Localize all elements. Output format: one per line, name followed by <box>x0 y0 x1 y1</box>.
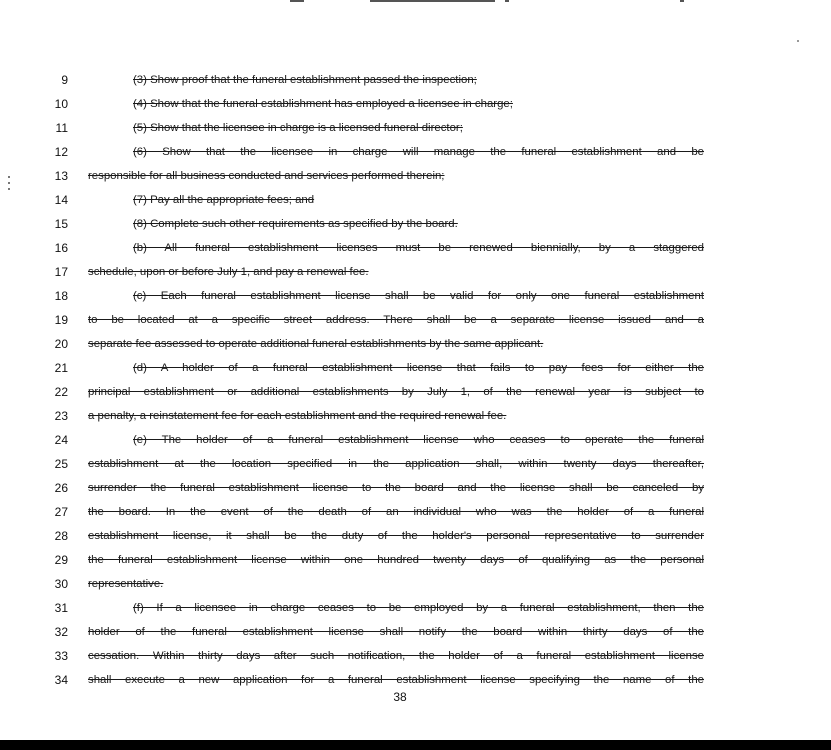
line-text: a penalty, a reinstatement fee for each establishment and the required renewal fee. <box>88 410 507 422</box>
document-line <box>0 548 831 572</box>
document-line <box>0 356 831 380</box>
line-number: 17 <box>54 265 68 279</box>
document-line <box>0 92 831 116</box>
line-text: (6) Show that the licensee in charge will manage the funeral establishment and be <box>133 146 704 158</box>
document-line <box>0 572 831 596</box>
line-number: 20 <box>54 337 68 351</box>
document-line <box>0 380 831 404</box>
document-line <box>0 452 831 476</box>
document-line <box>0 308 831 332</box>
document-line <box>0 284 831 308</box>
line-number: 11 <box>55 121 68 135</box>
line-text: (5) Show that the licensee in charge is a licensed funeral director; <box>133 122 463 134</box>
document-line <box>0 68 831 92</box>
document-line <box>0 236 831 260</box>
document-line <box>0 620 831 644</box>
line-number: 23 <box>54 409 68 423</box>
line-number: 16 <box>54 241 68 255</box>
line-text: (8) Complete such other requirements as specified by the board. <box>133 218 458 230</box>
line-number: 29 <box>54 553 68 567</box>
line-text: to be located at a specific street address. There shall be a separate license issued and a <box>88 314 704 326</box>
line-text: cessation. Within thirty days after such notification, the holder of a funeral establishment license <box>88 650 704 662</box>
line-text: shall execute a new application for a funeral establishment license specifying the name of the <box>88 674 704 686</box>
line-number: 30 <box>54 577 68 591</box>
document-line <box>0 332 831 356</box>
line-number: 34 <box>54 673 68 687</box>
line-number: 21 <box>54 361 68 375</box>
document-line <box>0 188 831 212</box>
line-text: (7) Pay all the appropriate fees; and <box>133 194 315 206</box>
document-line <box>0 404 831 428</box>
line-text: principal establishment or additional establishments by July 1, of the renewal year is subject to <box>88 386 704 398</box>
document-line <box>0 260 831 284</box>
line-number: 28 <box>54 529 68 543</box>
line-number: 33 <box>54 649 68 663</box>
line-number: 32 <box>54 625 68 639</box>
line-text: (4) Show that the funeral establishment has employed a licensee in charge; <box>133 98 513 110</box>
line-number: 25 <box>54 457 68 471</box>
line-number: 19 <box>54 313 68 327</box>
line-text: representative. <box>88 578 164 590</box>
line-text: the board. In the event of the death of an individual who was the holder of a funeral <box>88 506 704 518</box>
line-number: 18 <box>54 289 68 303</box>
line-number: 10 <box>54 97 68 111</box>
line-number: 31 <box>54 601 68 615</box>
line-number: 24 <box>54 433 68 447</box>
line-number: 27 <box>54 505 68 519</box>
line-text: holder of the funeral establishment license shall notify the board within thirty days of the <box>88 626 704 638</box>
line-number: 13 <box>54 169 68 183</box>
line-number: 9 <box>61 73 68 87</box>
line-text: establishment license, it shall be the duty of the holder's personal representative to surrender <box>88 530 704 542</box>
top-scan-marks <box>0 0 831 8</box>
document-line <box>0 500 831 524</box>
document-line <box>0 476 831 500</box>
document-line <box>0 116 831 140</box>
line-number: 12 <box>54 145 68 159</box>
scan-speck <box>797 40 799 42</box>
line-text: establishment at the location specified in the application shall, within twenty days thereafter, <box>88 458 704 470</box>
line-text: (3) Show proof that the funeral establishment passed the inspection; <box>133 74 477 86</box>
line-text: separate fee assessed to operate additional funeral establishments by the same applicant. <box>88 338 544 350</box>
page-number: 38 <box>393 690 407 704</box>
line-number: 22 <box>54 385 68 399</box>
line-text: schedule, upon or before July 1, and pay a renewal fee. <box>88 266 369 278</box>
line-text: responsible for all business conducted and services performed therein; <box>88 170 445 182</box>
line-text: (b) All funeral establishment licenses must be renewed biennially, by a staggered <box>133 242 704 254</box>
scan-border-bottom <box>0 740 831 750</box>
line-text: (c) Each funeral establishment license shall be valid for only one funeral establishment <box>133 290 704 302</box>
document-line <box>0 428 831 452</box>
line-number: 14 <box>54 193 68 207</box>
document-line <box>0 140 831 164</box>
line-number: 26 <box>54 481 68 495</box>
line-text: surrender the funeral establishment license to the board and the license shall be canceled by <box>88 482 704 494</box>
line-text: (f) If a licensee in charge ceases to be employed by a funeral establishment, then the <box>133 602 704 614</box>
line-number: 15 <box>54 217 68 231</box>
document-line <box>0 668 831 692</box>
document-line <box>0 644 831 668</box>
line-text: (e) The holder of a funeral establishment license who ceases to operate the funeral <box>133 434 704 446</box>
document-line <box>0 164 831 188</box>
line-text: (d) A holder of a funeral establishment license that fails to pay fees for either the <box>133 362 704 374</box>
document-line <box>0 524 831 548</box>
document-line <box>0 212 831 236</box>
document-line <box>0 596 831 620</box>
line-text: the funeral establishment license within one hundred twenty days of qualifying as the personal <box>88 554 704 566</box>
